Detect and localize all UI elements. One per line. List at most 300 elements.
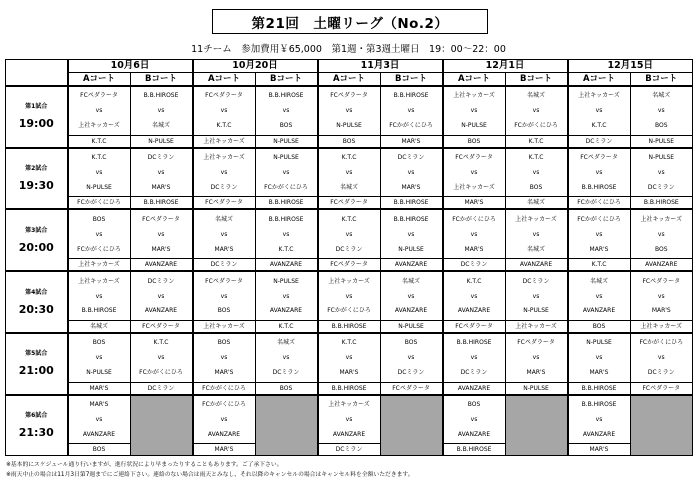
team-1: DCミラン xyxy=(522,277,550,285)
vs-label: vs xyxy=(282,292,290,300)
referee-team: B.B.HIROSE xyxy=(569,382,630,394)
referee-team: MAR'S xyxy=(444,196,505,208)
match-cell xyxy=(443,148,506,210)
vs-label: vs xyxy=(595,354,603,362)
team-2: DCミラン xyxy=(210,183,238,191)
vs-label: vs xyxy=(282,169,290,177)
team-1: N-PULSE xyxy=(586,339,612,347)
team-1: B.B.HIROSE xyxy=(456,339,492,347)
team-1: FCかがくにひろ xyxy=(452,215,496,223)
referee-team: N-PULSE xyxy=(131,135,192,147)
round-name: 第2試合 xyxy=(25,165,48,173)
vs-label: vs xyxy=(282,107,290,115)
vs-label: vs xyxy=(470,230,478,238)
match-cell xyxy=(380,333,443,395)
vs-label: vs xyxy=(157,107,165,115)
referee-team: FCかがくにひろ xyxy=(569,196,630,208)
team-2: DCミラン xyxy=(335,245,363,253)
team-2: K.T.C xyxy=(278,245,294,253)
team-2: 上社キッカーズ xyxy=(453,183,495,191)
team-1: 上社キッカーズ xyxy=(328,400,370,408)
team-2: MAR'S xyxy=(526,369,546,377)
team-1: BOS xyxy=(92,215,106,223)
round-name: 第4試合 xyxy=(25,288,48,296)
match-cell xyxy=(193,333,256,395)
referee-team: 上社キッカーズ xyxy=(69,258,130,270)
referee-team: B.B.HIROSE xyxy=(444,443,505,455)
referee-team: DCミラン xyxy=(194,258,255,270)
team-1: FCかがくにひろ xyxy=(202,400,246,408)
vs-label: vs xyxy=(595,292,603,300)
court-b-header: Bコート xyxy=(130,73,193,87)
match-cell xyxy=(68,333,131,395)
vs-label: vs xyxy=(220,415,228,423)
team-1: BOS xyxy=(467,400,481,408)
referee-team: 名城ズ xyxy=(69,320,130,332)
court-b-header: Bコート xyxy=(380,73,443,87)
vs-label: vs xyxy=(532,230,540,238)
team-2: AVANZARE xyxy=(269,307,303,315)
referee-team: 名城ズ xyxy=(506,196,567,208)
referee-team: N-PULSE xyxy=(256,135,317,147)
round-time: 20:00 xyxy=(18,240,54,254)
date-header: 10月6日 xyxy=(68,60,193,73)
team-2: B.B.HIROSE xyxy=(581,183,617,191)
vs-label: vs xyxy=(95,292,103,300)
referee-team: FCペダラータ xyxy=(131,320,192,332)
referee-team: AVANZARE xyxy=(256,258,317,270)
round-row xyxy=(6,86,693,148)
round-row xyxy=(6,271,693,333)
referee-team: FCペダラータ xyxy=(631,382,693,394)
referee-team: FCかがくにひろ xyxy=(69,196,130,208)
team-2: DCミラン xyxy=(272,369,300,377)
page-title: 第21回 土曜リーグ（No.2） xyxy=(212,9,488,34)
match-cell xyxy=(568,86,631,148)
match-cell xyxy=(630,86,693,148)
match-cell xyxy=(68,395,131,456)
match-cell xyxy=(318,86,381,148)
date-header: 11月3日 xyxy=(318,60,443,73)
match-cell xyxy=(193,271,256,333)
referee-team: 上社キッカーズ xyxy=(194,320,255,332)
empty-slot xyxy=(255,395,318,456)
vs-label: vs xyxy=(595,415,603,423)
team-1: B.B.HIROSE xyxy=(143,92,179,100)
round-name: 第5試合 xyxy=(25,350,48,358)
vs-label: vs xyxy=(470,415,478,423)
team-2: N-PULSE xyxy=(461,122,487,130)
team-1: DCミラン xyxy=(147,154,175,162)
match-cell xyxy=(568,148,631,210)
match-cell xyxy=(130,209,193,271)
match-cell xyxy=(193,395,256,456)
team-1: FCかがくにひろ xyxy=(639,339,684,347)
team-1: B.B.HIROSE xyxy=(268,215,304,223)
referee-team: FCペダラータ xyxy=(319,258,380,270)
referee-team: N-PULSE xyxy=(631,135,693,147)
team-1: FCペダラータ xyxy=(580,154,618,162)
court-b-header: Bコート xyxy=(630,73,693,87)
referee-team: FCペダラータ xyxy=(381,382,442,394)
empty-slot xyxy=(380,395,443,456)
match-cell xyxy=(68,271,131,333)
vs-label: vs xyxy=(470,292,478,300)
referee-team: B.B.HIROSE xyxy=(631,196,693,208)
referee-team: 上社キッカーズ xyxy=(194,135,255,147)
team-1: K.T.C xyxy=(528,154,544,162)
referee-team: MAR'S xyxy=(569,443,630,455)
team-2: N-PULSE xyxy=(523,307,549,315)
referee-team: AVANZARE xyxy=(381,258,442,270)
vs-label: vs xyxy=(657,230,665,238)
match-cell xyxy=(380,209,443,271)
vs-label: vs xyxy=(345,230,353,238)
referee-team: MAR'S xyxy=(194,443,255,455)
team-2: MAR'S xyxy=(651,307,671,315)
round-row xyxy=(6,333,693,395)
referee-team: FCペダラータ xyxy=(194,196,255,208)
round-label xyxy=(6,148,68,210)
vs-label: vs xyxy=(407,230,415,238)
team-1: K.T.C xyxy=(91,154,107,162)
vs-label: vs xyxy=(532,292,540,300)
team-2: K.T.C xyxy=(591,122,607,130)
team-1: 名城ズ xyxy=(402,277,421,285)
referee-team: K.T.C xyxy=(256,320,317,332)
team-1: 上社キッカーズ xyxy=(578,92,620,100)
referee-team: AVANZARE xyxy=(444,382,505,394)
vs-label: vs xyxy=(220,169,228,177)
team-2: AVANZARE xyxy=(582,430,616,438)
round-row xyxy=(6,209,693,271)
referee-team: 上社キッカーズ xyxy=(506,320,567,332)
team-1: 名城ズ xyxy=(277,339,296,347)
match-cell xyxy=(443,271,506,333)
referee-team: BOS xyxy=(69,443,130,455)
vs-label: vs xyxy=(657,292,665,300)
match-cell xyxy=(68,148,131,210)
match-cell xyxy=(380,271,443,333)
match-cell xyxy=(318,333,381,395)
vs-label: vs xyxy=(595,169,603,177)
vs-label: vs xyxy=(407,354,415,362)
match-cell xyxy=(505,209,568,271)
referee-team: DCミラン xyxy=(444,258,505,270)
referee-team: B.B.HIROSE xyxy=(319,382,380,394)
team-1: 上社キッカーズ xyxy=(78,277,120,285)
match-cell xyxy=(630,209,693,271)
team-1: FCペダラータ xyxy=(330,92,368,100)
team-1: FCペダラータ xyxy=(517,339,555,347)
team-1: 上社キッカーズ xyxy=(328,277,370,285)
referee-team: K.T.C xyxy=(506,135,567,147)
match-cell xyxy=(255,86,318,148)
match-cell xyxy=(443,333,506,395)
team-2: DCミラン xyxy=(460,369,488,377)
vs-label: vs xyxy=(157,354,165,362)
team-1: 名城ズ xyxy=(590,277,609,285)
team-2: K.T.C xyxy=(216,122,232,130)
court-b-header: Bコート xyxy=(255,73,318,87)
referee-team: BOS xyxy=(256,382,317,394)
referee-team: FCペダラータ xyxy=(319,196,380,208)
team-2: BOS xyxy=(655,245,668,253)
team-1: FCペダラータ xyxy=(142,215,180,223)
team-1: FCペダラータ xyxy=(205,92,243,100)
team-1: 上社キッカーズ xyxy=(640,215,683,223)
team-2: MAR'S xyxy=(214,369,234,377)
team-1: K.T.C xyxy=(153,339,169,347)
court-b-header: Bコート xyxy=(505,73,568,87)
team-1: 上社キッカーズ xyxy=(453,92,495,100)
team-1: FCペダラータ xyxy=(455,154,493,162)
referee-team: BOS xyxy=(444,135,505,147)
league-info: 11チーム 参加費用￥65,000 第1週・第3週土曜日 19：00〜22：00 xyxy=(191,44,506,55)
schedule-table xyxy=(5,59,693,456)
match-cell xyxy=(255,209,318,271)
team-2: 名城ズ xyxy=(527,245,546,253)
team-2: MAR'S xyxy=(214,245,234,253)
match-cell xyxy=(193,86,256,148)
round-time: 21:00 xyxy=(18,364,54,378)
match-cell xyxy=(130,148,193,210)
vs-label: vs xyxy=(157,230,165,238)
vs-label: vs xyxy=(95,415,103,423)
referee-team: 上社キッカーズ xyxy=(631,320,693,332)
round-label xyxy=(6,271,68,333)
match-cell xyxy=(443,395,506,456)
team-2: AVANZARE xyxy=(332,430,366,438)
match-cell xyxy=(193,148,256,210)
vs-label: vs xyxy=(407,107,415,115)
vs-label: vs xyxy=(345,169,353,177)
vs-label: vs xyxy=(407,169,415,177)
team-2: B.B.HIROSE xyxy=(81,307,117,315)
court-a-header: Aコート xyxy=(193,73,256,87)
team-2: MAR'S xyxy=(464,245,484,253)
team-2: BOS xyxy=(279,122,293,130)
court-a-header: Aコート xyxy=(318,73,381,87)
match-cell xyxy=(505,333,568,395)
team-1: K.T.C xyxy=(341,154,357,162)
team-1: MAR'S xyxy=(89,400,109,408)
referee-team: K.T.C xyxy=(569,258,630,270)
team-1: 名城ズ xyxy=(652,92,671,100)
team-1: N-PULSE xyxy=(273,154,299,162)
vs-label: vs xyxy=(532,107,540,115)
team-2: FCかがくにひろ xyxy=(77,245,121,253)
team-1: K.T.C xyxy=(341,215,357,223)
team-2: MAR'S xyxy=(339,369,359,377)
referee-team: AVANZARE xyxy=(506,258,567,270)
vs-label: vs xyxy=(157,169,165,177)
vs-label: vs xyxy=(532,169,540,177)
round-time: 19:30 xyxy=(18,179,54,193)
vs-label: vs xyxy=(470,107,478,115)
match-cell xyxy=(630,333,693,395)
court-a-header: Aコート xyxy=(568,73,631,87)
team-2: BOS xyxy=(655,122,668,130)
team-1: DCミラン xyxy=(147,277,175,285)
match-cell xyxy=(318,271,381,333)
team-1: N-PULSE xyxy=(648,154,675,162)
team-1: FCペダラータ xyxy=(642,277,681,285)
match-cell xyxy=(568,271,631,333)
match-cell xyxy=(568,395,631,456)
referee-team: DCミラン xyxy=(319,443,380,455)
team-2: AVANZARE xyxy=(394,307,428,315)
empty-slot xyxy=(630,395,693,456)
referee-team: FCかがくにひろ xyxy=(194,382,255,394)
referee-team: B.B.HIROSE xyxy=(381,196,442,208)
date-header: 12月15日 xyxy=(568,60,693,73)
vs-label: vs xyxy=(657,354,665,362)
team-1: 名城ズ xyxy=(214,215,233,223)
vs-label: vs xyxy=(220,292,228,300)
team-2: AVANZARE xyxy=(582,307,616,315)
vs-label: vs xyxy=(532,354,540,362)
vs-label: vs xyxy=(345,107,353,115)
team-1: FCペダラータ xyxy=(205,277,243,285)
round-time: 21:30 xyxy=(18,425,54,439)
team-1: BOS xyxy=(404,339,418,347)
match-cell xyxy=(443,209,506,271)
referee-team: N-PULSE xyxy=(381,320,442,332)
empty-slot xyxy=(130,395,193,456)
team-2: FCかがくにひろ xyxy=(389,122,433,130)
team-1: FCペダラータ xyxy=(80,92,118,100)
vs-label: vs xyxy=(282,354,290,362)
match-cell xyxy=(380,148,443,210)
team-1: 上社キッカーズ xyxy=(203,154,245,162)
referee-team: MAR'S xyxy=(69,382,130,394)
note-line: ※雨天中止の場合は11月3日第7週までにご連絡下さい。連絡のない場合は雨天とみなし、それ以降のキャンセルの場合はキャンセル料を全額いただきます。 xyxy=(6,472,414,478)
team-2: BOS xyxy=(217,307,231,315)
match-cell xyxy=(380,86,443,148)
match-cell xyxy=(68,86,131,148)
round-label xyxy=(6,86,68,148)
vs-label: vs xyxy=(157,292,165,300)
team-2: FCかがくにひろ xyxy=(327,307,371,315)
vs-label: vs xyxy=(345,292,353,300)
round-time: 19:00 xyxy=(18,117,54,131)
match-cell xyxy=(505,271,568,333)
team-2: MAR'S xyxy=(589,245,609,253)
team-2: N-PULSE xyxy=(336,122,362,130)
team-1: N-PULSE xyxy=(273,277,299,285)
referee-team: B.B.HIROSE xyxy=(256,196,317,208)
vs-label: vs xyxy=(345,354,353,362)
match-cell xyxy=(68,209,131,271)
header-corner xyxy=(6,60,68,87)
round-label xyxy=(6,395,68,456)
team-2: DCミラン xyxy=(397,369,425,377)
match-cell xyxy=(318,209,381,271)
team-2: DCミラン xyxy=(647,183,675,191)
match-cell xyxy=(193,209,256,271)
team-1: B.B.HIROSE xyxy=(581,400,617,408)
vs-label: vs xyxy=(345,415,353,423)
match-cell xyxy=(630,148,693,210)
vs-label: vs xyxy=(282,230,290,238)
referee-team: MAR'S xyxy=(381,135,442,147)
team-2: N-PULSE xyxy=(398,245,424,253)
team-2: DCミラン xyxy=(647,369,675,377)
match-cell xyxy=(255,271,318,333)
team-1: DCミラン xyxy=(397,154,425,162)
match-cell xyxy=(568,209,631,271)
team-1: BOS xyxy=(92,339,106,347)
team-1: 名城ズ xyxy=(527,92,546,100)
vs-label: vs xyxy=(657,107,665,115)
empty-slot xyxy=(505,395,568,456)
match-cell xyxy=(255,333,318,395)
team-1: 上社キッカーズ xyxy=(515,215,557,223)
match-cell xyxy=(130,271,193,333)
team-1: K.T.C xyxy=(341,339,357,347)
match-cell xyxy=(505,86,568,148)
vs-label: vs xyxy=(220,107,228,115)
match-cell xyxy=(318,148,381,210)
team-1: BOS xyxy=(217,339,231,347)
team-2: 名城ズ xyxy=(340,183,359,191)
vs-label: vs xyxy=(95,169,103,177)
match-cell xyxy=(130,333,193,395)
round-row xyxy=(6,148,693,210)
team-2: FCかがくにひろ xyxy=(139,369,183,377)
note-line: ※基本的にスケジュール通り行いますが、進行状況により早まったりすることもあります。ご了承下さい。 xyxy=(6,462,283,468)
team-1: FCかがくにひろ xyxy=(577,215,621,223)
referee-team: BOS xyxy=(569,320,630,332)
match-cell xyxy=(505,148,568,210)
match-cell xyxy=(443,86,506,148)
team-2: FCかがくにひろ xyxy=(514,122,558,130)
team-2: 上社キッカーズ xyxy=(78,122,120,130)
referee-team: N-PULSE xyxy=(506,382,567,394)
team-2: AVANZARE xyxy=(457,430,491,438)
match-cell xyxy=(255,148,318,210)
team-2: 名城ズ xyxy=(151,122,170,130)
vs-label: vs xyxy=(595,230,603,238)
referee-team: FCペダラータ xyxy=(444,320,505,332)
vs-label: vs xyxy=(470,169,478,177)
team-2: BOS xyxy=(529,183,543,191)
round-time: 20:30 xyxy=(18,302,54,316)
vs-label: vs xyxy=(95,107,103,115)
referee-team: BOS xyxy=(319,135,380,147)
team-2: FCかがくにひろ xyxy=(264,183,308,191)
team-2: MAR'S xyxy=(589,369,609,377)
team-1: K.T.C xyxy=(466,277,482,285)
team-1: B.B.HIROSE xyxy=(393,215,429,223)
team-2: MAR'S xyxy=(151,183,171,191)
vs-label: vs xyxy=(220,230,228,238)
team-2: N-PULSE xyxy=(86,183,112,191)
vs-label: vs xyxy=(95,354,103,362)
date-header: 12月1日 xyxy=(443,60,568,73)
referee-team: DCミラン xyxy=(131,382,192,394)
round-label xyxy=(6,209,68,271)
referee-team: AVANZARE xyxy=(131,258,192,270)
match-cell xyxy=(318,395,381,456)
date-header: 10月20日 xyxy=(193,60,318,73)
round-label xyxy=(6,333,68,395)
court-a-header: Aコート xyxy=(68,73,131,87)
match-cell xyxy=(568,333,631,395)
team-2: N-PULSE xyxy=(86,369,112,377)
team-2: MAR'S xyxy=(151,245,171,253)
